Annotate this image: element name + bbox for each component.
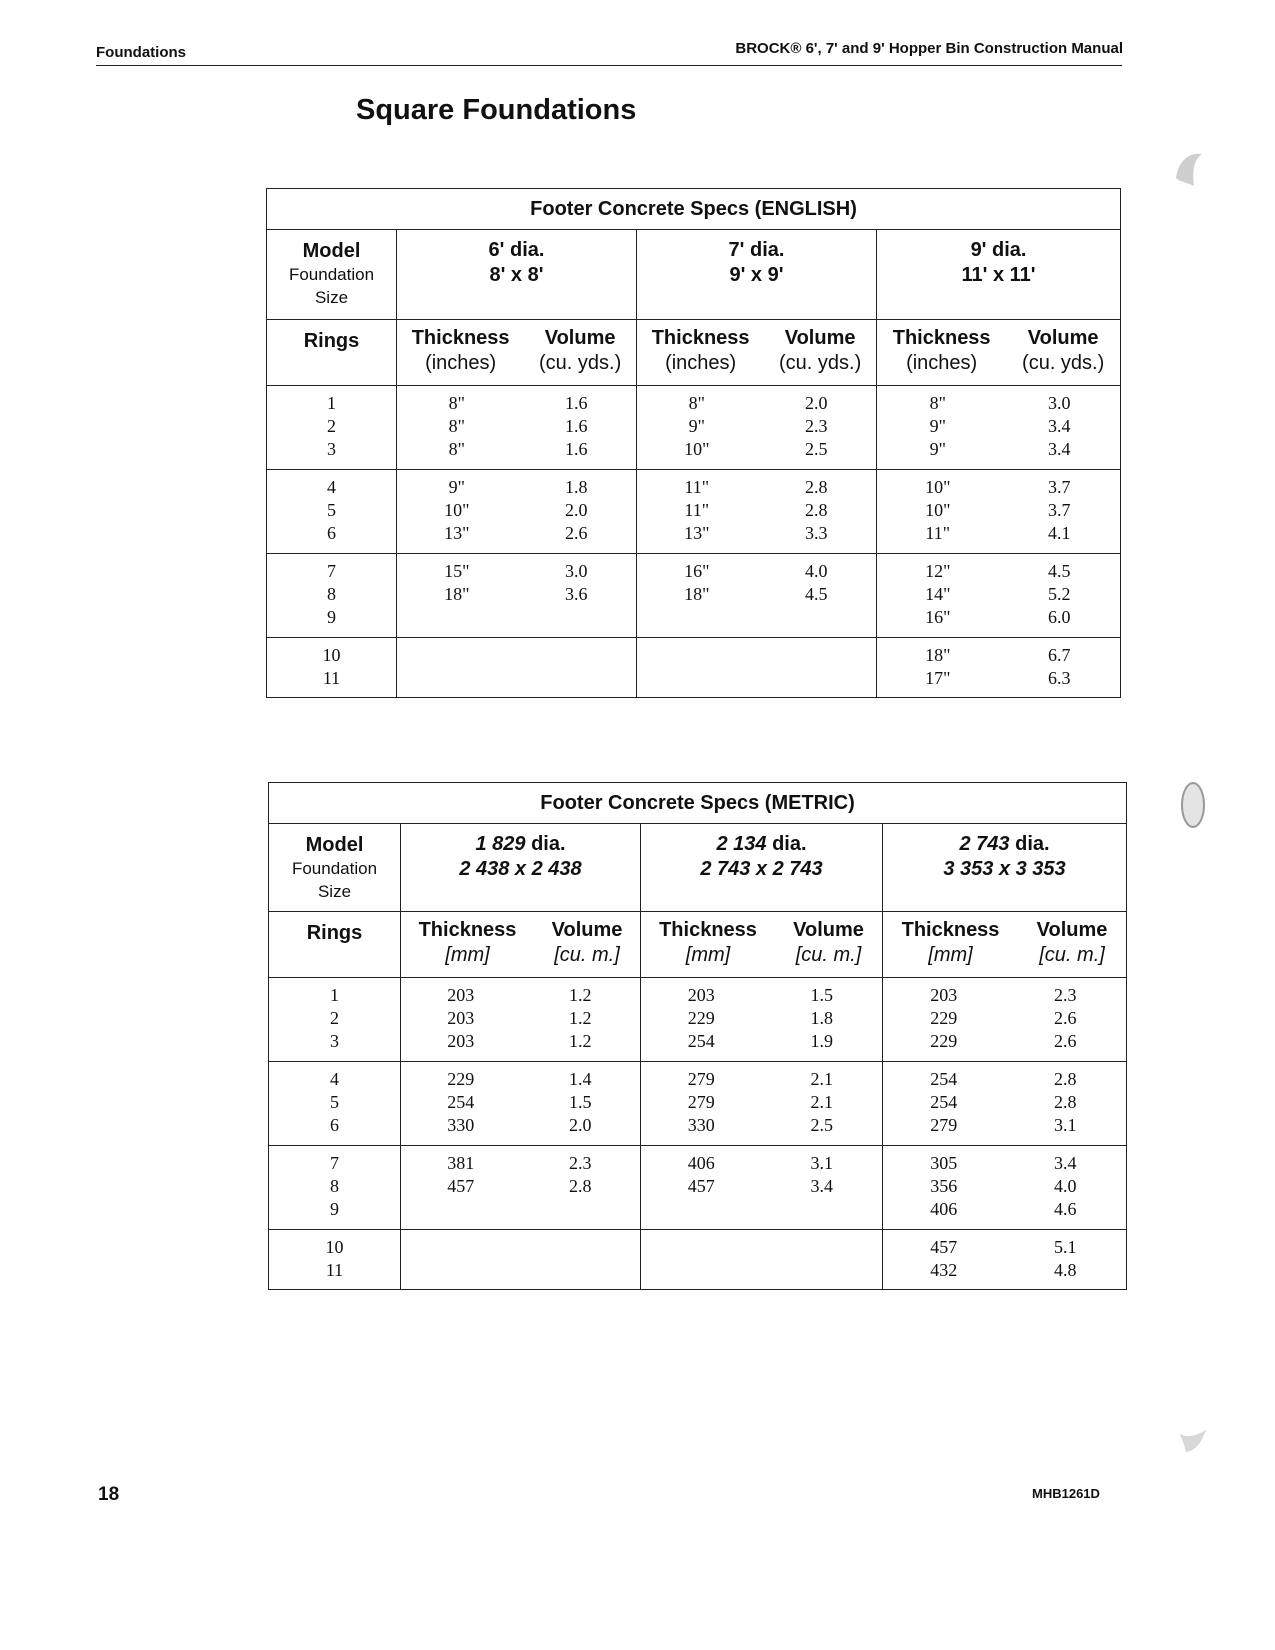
volume-label: Volume <box>793 919 864 941</box>
volume-value: 3.3 <box>805 523 828 543</box>
thickness-value: 11" <box>684 477 710 497</box>
volume-value: 3.1 <box>810 1153 833 1173</box>
thickness-value: 13" <box>444 523 470 543</box>
thickness-value: 203 <box>447 1008 475 1028</box>
ring-number: 10 <box>325 1237 344 1257</box>
thickness-value: 254 <box>687 1031 715 1051</box>
spec-cell <box>883 978 1127 1062</box>
volume-value: 5.1 <box>1054 1237 1077 1257</box>
thickness-value: 432 <box>930 1260 958 1280</box>
thickness-value: 229 <box>930 1031 958 1051</box>
volume-value: 1.5 <box>810 985 833 1005</box>
thickness-value: 8" <box>929 393 946 413</box>
spec-cell <box>641 1146 883 1230</box>
thickness-value: 9" <box>929 439 946 459</box>
ring-numbers <box>267 638 397 698</box>
volume-value: 6.0 <box>1048 607 1071 627</box>
thickness-value: 16" <box>925 607 951 627</box>
ring-numbers <box>269 1146 401 1230</box>
thickness-label: Thickness <box>901 919 1000 941</box>
volume-unit: (cu. yds.) <box>539 352 622 374</box>
thickness-value: 229 <box>687 1008 715 1028</box>
document-code: MHB1261D <box>1032 1486 1100 1501</box>
model-size: 2 743 x 2 743 <box>700 858 823 880</box>
thickness-value: 356 <box>930 1176 958 1196</box>
thickness-value: 203 <box>687 985 715 1005</box>
volume-value: 2.1 <box>810 1092 833 1112</box>
ring-numbers <box>269 1230 401 1290</box>
thickness-value: 8" <box>448 439 465 459</box>
model-size: 8' x 8' <box>489 264 544 286</box>
volume-value: 2.8 <box>569 1176 592 1196</box>
ring-number: 5 <box>330 1092 339 1112</box>
volume-unit: (cu. yds.) <box>1022 352 1105 374</box>
ring-numbers <box>267 386 397 470</box>
table-caption: Footer Concrete Specs (METRIC) <box>269 783 1127 824</box>
volume-value: 3.0 <box>1048 393 1071 413</box>
volume-value: 3.0 <box>565 561 588 581</box>
spec-cell <box>637 554 877 638</box>
volume-value: 1.2 <box>569 1008 592 1028</box>
column-headers <box>883 912 1127 978</box>
model-9ft-header <box>877 230 1121 320</box>
volume-value: 1.9 <box>810 1031 833 1051</box>
ring-number: 6 <box>330 1115 339 1135</box>
english-spec-table <box>266 188 1121 698</box>
ring-number: 9 <box>330 1199 339 1219</box>
thickness-value: 16" <box>684 561 710 581</box>
spec-cell <box>401 1230 641 1290</box>
volume-value: 4.8 <box>1054 1260 1077 1280</box>
thickness-unit: [mm] <box>445 944 490 966</box>
spec-cell <box>397 386 637 470</box>
volume-value: 4.0 <box>1054 1176 1077 1196</box>
thickness-value: 279 <box>687 1069 715 1089</box>
model-label: Model <box>305 834 364 856</box>
thickness-value: 18" <box>684 584 710 604</box>
volume-value: 2.8 <box>805 500 828 520</box>
binder-hole-mark-icon <box>1172 148 1206 190</box>
thickness-unit: (inches) <box>425 352 497 374</box>
volume-value: 2.6 <box>1054 1031 1077 1051</box>
model-size: 3 353 x 3 353 <box>943 858 1066 880</box>
volume-value: 1.8 <box>565 477 588 497</box>
model-dia: 7' dia. <box>728 239 785 261</box>
ring-number: 7 <box>327 561 336 581</box>
rings-label: Rings <box>269 912 401 978</box>
volume-value: 2.0 <box>569 1115 592 1135</box>
ring-group-row <box>267 554 1121 638</box>
thickness-value: 9" <box>929 416 946 436</box>
model-1829-header <box>401 824 641 912</box>
thickness-value: 9" <box>448 477 465 497</box>
volume-value: 2.3 <box>1054 985 1077 1005</box>
page-number: 18 <box>98 1484 120 1505</box>
volume-value: 1.8 <box>810 1008 833 1028</box>
ring-number: 11 <box>322 668 341 688</box>
thickness-value: 229 <box>930 1008 958 1028</box>
volume-value: 3.4 <box>1054 1153 1077 1173</box>
column-headers <box>397 320 637 386</box>
thickness-label: Thickness <box>418 919 517 941</box>
model-label: Model <box>302 240 361 262</box>
spec-cell <box>637 386 877 470</box>
thickness-value: 10" <box>925 477 951 497</box>
volume-unit: [cu. m.] <box>1039 944 1105 966</box>
volume-label: Volume <box>1027 327 1099 349</box>
ring-number: 10 <box>322 645 341 665</box>
volume-value: 2.8 <box>805 477 828 497</box>
thickness-unit: (inches) <box>906 352 978 374</box>
ring-group-row <box>267 638 1121 698</box>
metric-spec-table <box>268 782 1127 1290</box>
volume-value: 4.5 <box>1048 561 1071 581</box>
model-dia: 6' dia. <box>488 239 545 261</box>
thickness-value: 9" <box>688 416 705 436</box>
ring-number: 4 <box>330 1069 339 1089</box>
thickness-value: 18" <box>925 645 951 665</box>
thickness-unit: (inches) <box>665 352 737 374</box>
volume-value: 2.5 <box>805 439 828 459</box>
volume-value: 4.1 <box>1048 523 1071 543</box>
spec-cell <box>637 638 877 698</box>
ring-number: 2 <box>327 416 336 436</box>
ring-number: 1 <box>330 985 339 1005</box>
thickness-unit: [mm] <box>685 944 731 966</box>
volume-label: Volume <box>784 327 856 349</box>
header-manual-title: BROCK® 6', 7' and 9' Hopper Bin Construction Manual <box>735 40 1123 57</box>
volume-value: 2.0 <box>805 393 828 413</box>
model-dia: 9' dia. <box>970 239 1027 261</box>
thickness-value: 8" <box>448 393 465 413</box>
foundation-label: Foundation <box>288 265 375 284</box>
spec-cell <box>397 554 637 638</box>
thickness-value: 10" <box>444 500 470 520</box>
ring-number: 1 <box>327 393 336 413</box>
thickness-value: 11" <box>925 523 951 543</box>
spec-cell <box>641 978 883 1062</box>
ring-numbers <box>269 978 401 1062</box>
ring-number: 4 <box>327 477 336 497</box>
binder-hole-mark-icon <box>1176 1426 1210 1456</box>
thickness-value: 14" <box>925 584 951 604</box>
spec-cell <box>401 1146 641 1230</box>
spec-cell <box>877 554 1121 638</box>
column-headers <box>401 912 641 978</box>
volume-value: 3.4 <box>810 1176 833 1196</box>
model-size: 2 438 x 2 438 <box>459 858 582 880</box>
model-size: 11' x 11' <box>961 264 1036 286</box>
thickness-value: 12" <box>925 561 951 581</box>
thickness-value: 15" <box>444 561 470 581</box>
thickness-value: 11" <box>684 500 710 520</box>
thickness-value: 8" <box>448 416 465 436</box>
volume-label: Volume <box>551 919 623 941</box>
spec-cell <box>401 1062 641 1146</box>
thickness-value: 254 <box>930 1069 958 1089</box>
thickness-value: 330 <box>687 1115 715 1135</box>
thickness-value: 8" <box>688 393 705 413</box>
ring-number: 3 <box>330 1031 339 1051</box>
volume-value: 1.5 <box>569 1092 592 1112</box>
volume-value: 3.7 <box>1048 477 1071 497</box>
ring-number: 3 <box>327 439 336 459</box>
page-title: Square Foundations <box>356 94 637 126</box>
volume-unit: [cu. m.] <box>554 944 620 966</box>
ring-number: 7 <box>330 1153 339 1173</box>
volume-value: 2.3 <box>569 1153 592 1173</box>
spec-cell <box>637 470 877 554</box>
thickness-value: 10" <box>684 439 710 459</box>
volume-value: 1.4 <box>569 1069 592 1089</box>
thickness-value: 254 <box>930 1092 958 1112</box>
ring-number: 2 <box>330 1008 339 1028</box>
ring-group-row <box>269 1146 1127 1230</box>
volume-value: 1.6 <box>565 416 588 436</box>
model-dia-suffix: dia. <box>531 833 566 855</box>
volume-value: 2.3 <box>805 416 828 436</box>
volume-value: 2.5 <box>810 1115 833 1135</box>
model-dia-suffix: dia. <box>772 833 807 855</box>
volume-value: 4.5 <box>805 584 828 604</box>
thickness-value: 279 <box>687 1092 715 1112</box>
ring-numbers <box>267 470 397 554</box>
ring-group-row <box>269 1230 1127 1290</box>
thickness-value: 10" <box>925 500 951 520</box>
spec-cell <box>397 470 637 554</box>
model-header <box>269 824 401 912</box>
size-label: Size <box>314 288 349 307</box>
volume-value: 5.2 <box>1048 584 1071 604</box>
binder-hole-mark-icon <box>1178 778 1208 832</box>
spec-cell <box>883 1062 1127 1146</box>
thickness-value: 381 <box>447 1153 475 1173</box>
rings-label: Rings <box>267 320 397 386</box>
thickness-value: 457 <box>447 1176 475 1196</box>
volume-value: 6.7 <box>1048 645 1071 665</box>
thickness-value: 279 <box>930 1115 958 1135</box>
ring-group-row <box>267 470 1121 554</box>
model-dia-number: 2 134 <box>716 833 767 855</box>
spec-cell <box>877 470 1121 554</box>
thickness-value: 254 <box>447 1092 475 1112</box>
volume-value: 2.8 <box>1054 1092 1077 1112</box>
volume-value: 3.1 <box>1054 1115 1077 1135</box>
thickness-value: 13" <box>684 523 710 543</box>
model-6ft-header <box>397 230 637 320</box>
header-section: Foundations <box>96 44 186 61</box>
model-2134-header <box>641 824 883 912</box>
volume-unit: [cu. m.] <box>795 944 862 966</box>
volume-value: 1.6 <box>565 393 588 413</box>
model-dia-number: 2 743 <box>959 833 1010 855</box>
thickness-value: 18" <box>444 584 470 604</box>
thickness-value: 406 <box>930 1199 958 1219</box>
volume-value: 2.8 <box>1054 1069 1077 1089</box>
spec-cell <box>641 1230 883 1290</box>
thickness-value: 203 <box>447 1031 475 1051</box>
volume-value: 1.6 <box>565 439 588 459</box>
spec-cell <box>877 386 1121 470</box>
ring-number: 5 <box>327 500 336 520</box>
volume-unit: (cu. yds.) <box>779 352 862 374</box>
thickness-unit: [mm] <box>928 944 973 966</box>
ring-group-row <box>269 1062 1127 1146</box>
spec-cell <box>397 638 637 698</box>
thickness-value: 203 <box>447 985 475 1005</box>
header-rule <box>96 65 1122 66</box>
ring-number: 11 <box>325 1260 344 1280</box>
thickness-value: 203 <box>930 985 958 1005</box>
ring-number: 9 <box>327 607 336 627</box>
spec-cell <box>883 1146 1127 1230</box>
model-size: 9' x 9' <box>729 264 784 286</box>
model-header <box>267 230 397 320</box>
volume-label: Volume <box>544 327 616 349</box>
thickness-value: 457 <box>930 1237 958 1257</box>
ring-number: 8 <box>327 584 336 604</box>
thickness-value: 457 <box>687 1176 715 1196</box>
size-label: Size <box>317 882 352 901</box>
table-caption: Footer Concrete Specs (ENGLISH) <box>267 189 1121 230</box>
volume-value: 3.7 <box>1048 500 1071 520</box>
volume-label: Volume <box>1036 919 1108 941</box>
spec-cell <box>883 1230 1127 1290</box>
ring-group-row <box>267 386 1121 470</box>
volume-value: 2.6 <box>1054 1008 1077 1028</box>
spec-cell <box>401 978 641 1062</box>
volume-value: 3.6 <box>565 584 588 604</box>
foundation-label: Foundation <box>291 859 378 878</box>
spec-cell <box>877 638 1121 698</box>
model-7ft-header <box>637 230 877 320</box>
ring-numbers <box>269 1062 401 1146</box>
model-dia-suffix: dia. <box>1015 833 1050 855</box>
thickness-label: Thickness <box>659 919 757 941</box>
thickness-label: Thickness <box>651 327 750 349</box>
spec-cell <box>641 1062 883 1146</box>
volume-value: 2.1 <box>810 1069 833 1089</box>
ring-number: 8 <box>330 1176 339 1196</box>
volume-value: 3.4 <box>1048 439 1071 459</box>
volume-value: 2.6 <box>565 523 588 543</box>
model-2743-header <box>883 824 1127 912</box>
thickness-label: Thickness <box>892 327 991 349</box>
ring-numbers <box>267 554 397 638</box>
volume-value: 4.0 <box>805 561 828 581</box>
column-headers <box>877 320 1121 386</box>
volume-value: 1.2 <box>569 1031 592 1051</box>
model-dia-number: 1 829 <box>475 833 526 855</box>
volume-value: 6.3 <box>1048 668 1071 688</box>
thickness-value: 229 <box>447 1069 475 1089</box>
volume-value: 3.4 <box>1048 416 1071 436</box>
ring-number: 6 <box>327 523 336 543</box>
thickness-value: 330 <box>447 1115 475 1135</box>
thickness-value: 406 <box>687 1153 715 1173</box>
volume-value: 1.2 <box>569 985 592 1005</box>
ring-group-row <box>269 978 1127 1062</box>
volume-value: 2.0 <box>565 500 588 520</box>
volume-value: 4.6 <box>1054 1199 1077 1219</box>
thickness-label: Thickness <box>411 327 510 349</box>
thickness-value: 305 <box>930 1153 958 1173</box>
thickness-value: 17" <box>925 668 951 688</box>
column-headers <box>637 320 877 386</box>
column-headers <box>641 912 883 978</box>
